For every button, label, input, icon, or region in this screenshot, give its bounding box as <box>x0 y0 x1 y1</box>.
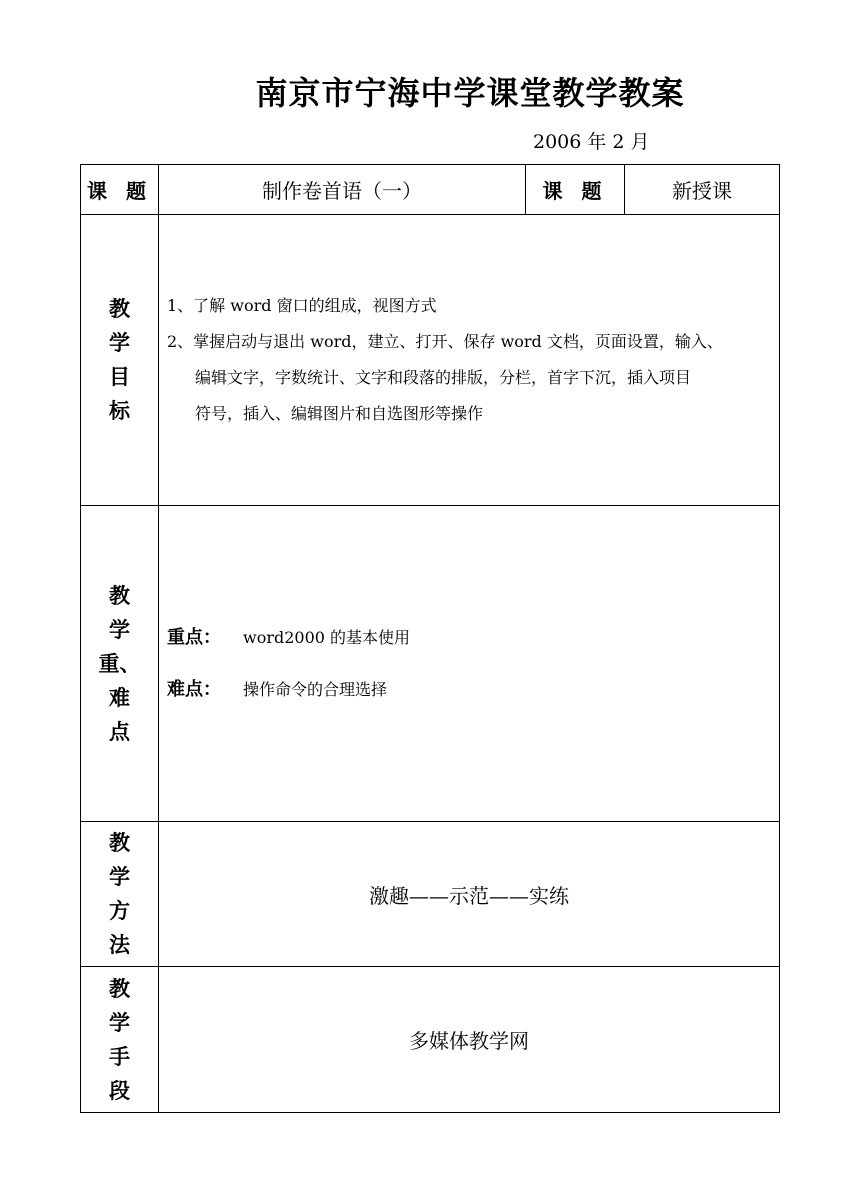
key-points-content <box>159 506 780 822</box>
method-label-char: 教 <box>109 831 130 855</box>
goal-item-2: 2、掌握启动与退出 word，建立、打开、保存 word 文档，页面设置，输入、 <box>167 332 723 351</box>
topic-value: 制作卷首语（一） <box>159 165 526 215</box>
means-label-char: 段 <box>109 1078 130 1103</box>
key-points-label-char: 点 <box>109 719 130 744</box>
goals-label <box>81 215 159 506</box>
lesson-plan-table <box>80 164 780 1113</box>
means-label-char: 学 <box>109 1010 130 1035</box>
means-label <box>81 967 159 1113</box>
key-points-label-char: 学 <box>109 617 130 642</box>
type-label: 课 题 <box>526 165 625 215</box>
method-label <box>81 822 159 967</box>
key-points-row <box>81 506 780 822</box>
focus-text: word2000 的基本使用 <box>243 627 411 647</box>
key-points-label-char: 重、 <box>98 651 141 676</box>
goals-label-char: 教 <box>109 297 130 321</box>
header-row <box>81 165 780 215</box>
difficulty-label: 难点： <box>167 678 221 700</box>
means-label-char: 教 <box>109 976 130 1001</box>
key-points-label-char: 难 <box>109 685 130 710</box>
goals-content <box>159 215 780 506</box>
goals-row <box>81 215 780 506</box>
means-row <box>81 967 780 1113</box>
document-title: 南京市宁海中学课堂教学教案 <box>255 74 685 112</box>
goal-item-1: 1、了解 word 窗口的组成，视图方式 <box>167 296 437 315</box>
key-points-label-char: 教 <box>109 583 130 608</box>
goal-item-2-cont-2: 符号，插入、编辑图片和自选图形等操作 <box>195 404 484 423</box>
topic-label: 课 题 <box>81 165 159 215</box>
document-date: 2006 年 2 月 <box>533 131 650 153</box>
focus-label: 重点： <box>167 626 221 648</box>
means-label-char: 手 <box>109 1044 130 1069</box>
goals-label-char: 目 <box>109 365 130 389</box>
key-points-label <box>81 506 159 822</box>
method-label-char: 方 <box>109 899 130 923</box>
goals-label-char: 标 <box>109 399 130 423</box>
goal-item-2-cont-1: 编辑文字，字数统计、文字和段落的排版，分栏，首字下沉，插入项目 <box>195 368 692 387</box>
method-row <box>81 822 780 967</box>
difficulty-line <box>167 664 779 716</box>
means-content: 多媒体教学网 <box>159 967 780 1113</box>
method-label-char: 法 <box>109 933 130 957</box>
type-value: 新授课 <box>625 165 780 215</box>
focus-line <box>167 612 779 664</box>
goals-label-char: 学 <box>109 331 130 355</box>
method-label-char: 学 <box>109 865 130 889</box>
method-content: 激趣——示范——实练 <box>159 822 780 967</box>
difficulty-text: 操作命令的合理选择 <box>243 679 388 699</box>
